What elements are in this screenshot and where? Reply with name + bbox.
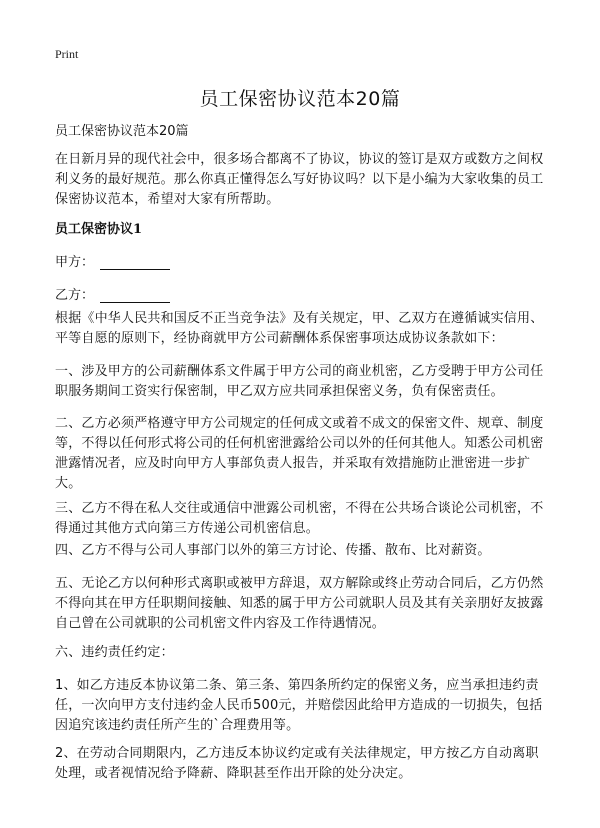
section-heading: 员工保密协议1 [55, 222, 143, 237]
paragraph-clause-6-2: 2、在劳动合同期限内，乙方违反本协议约定或有关法律规定，甲方按乙方自动离职处理，或者视情况给予降薪、降职甚至作出开除的处分决定。 [55, 746, 539, 781]
paragraph-clause-6-heading: 六、违约责任约定： [55, 645, 174, 660]
paragraph-clause-3: 三、乙方不得在私人交往或通信中泄露公司机密，不得在公共场合谈论公司机密，不得通过其他方式向第三方传递公司机密信息。 [55, 501, 544, 536]
paragraph-clause-4: 四、乙方不得与公司人事部门以外的第三方讨论、传播、散布、比对薪资。 [55, 543, 491, 558]
paragraph-clause-2: 二、乙方必须严格遵守甲方公司规定的任何成文或着不成文的保密文件、规章、制度等，不得以任何形式将公司的任何机密泄露给公司以外的任何其他人。知悉公司机密泄露情况者，应及时向甲方人事部负责人报告，并采取有效措施防止泄密进一步扩大。 [55, 416, 544, 491]
print-label[interactable]: Print [55, 47, 79, 61]
party-b-line [55, 284, 170, 303]
paragraph-preamble: 根据《中华人民共和国反不正当竞争法》及有关规定，甲、乙双方在遵循诚实信用、平等自愿的原则下，经协商就甲方公司薪酬体系保密事项达成协议条款如下： [55, 311, 544, 346]
party-a-blank [100, 255, 170, 270]
party-a-label: 甲方： [55, 255, 95, 270]
party-b-blank [100, 288, 170, 303]
paragraph-clause-6-1: 1、如乙方违反本协议第二条、第三条、第四条所约定的保密义务，应当承担违约责任，一次向甲方支付违约金人民币500元，并赔偿因此给甲方造成的一切损失，包括因追究该违约责任所产生的`合理费用等。 [55, 678, 543, 733]
document-subtitle: 员工保密协议范本20篇 [55, 124, 189, 139]
paragraph-clause-5: 五、无论乙方以何种形式离职或被甲方辞退，双方解除或终止劳动合同后，乙方仍然不得向其在甲方任职期间接触、知悉的属于甲方公司就职人员及其有关亲朋好友披露自己曾在公司就职的公司机密文件内容及工作待遇情况。 [55, 576, 544, 631]
paragraph-clause-1: 一、涉及甲方的公司薪酬体系文件属于甲方公司的商业机密，乙方受聘于甲方公司任职服务期间工资实行保密制，甲乙双方应共同承担保密义务，负有保密责任。 [55, 364, 544, 399]
document-title: 员工保密协议范本20篇 [199, 88, 401, 110]
intro-paragraph: 在日新月异的现代社会中，很多场合都离不了协议，协议的签订是双方或数方之间权利义务的最好规范。那么你真正懂得怎么写好协议吗？以下是小编为大家收集的员工保密协议范本，希望对大家有所帮助。 [55, 152, 544, 207]
party-a-line [55, 251, 170, 270]
party-b-label: 乙方： [55, 288, 95, 303]
